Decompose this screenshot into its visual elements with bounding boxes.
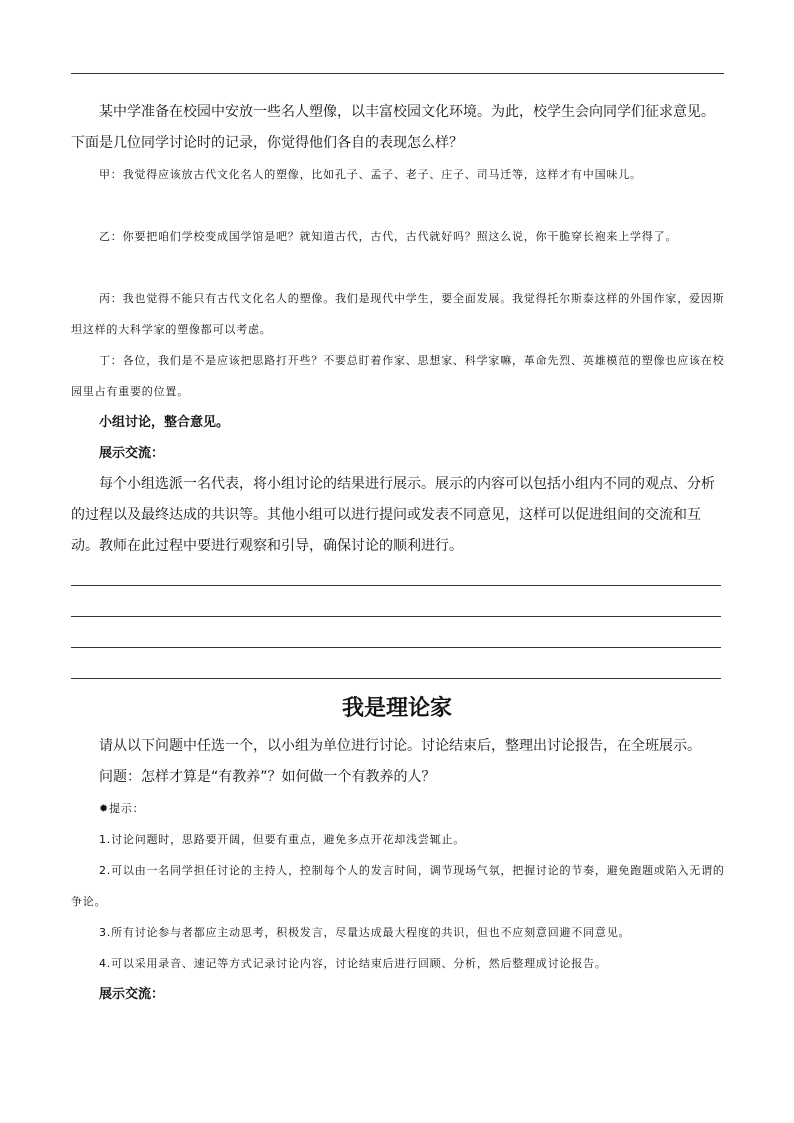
speaker-jia-statement: 甲：我觉得应该放古代文化名人的塑像，比如孔子、孟子、老子、庄子、司马迁等，这样才有中国味儿。 [99, 168, 642, 181]
discussion-question: 问题：怎样才算是“有教养”？如何做一个有教养的人？ [99, 769, 436, 785]
display-exchange-text: 每个小组选派一名代表，将小组讨论的结果进行展示。展示的内容可以包括小组内不同的观点、分析的过程以及最终达成的共识等。其他小组可以进行提问或发表不同意见，这样可以促进组间的交流和互动。教师在此过程中要进行观察和引导，确保讨论的顺利进行。 [71, 476, 715, 554]
tip-item-2: 2.可以由一名同学担任讨论的主持人，控制每个人的发言时间，调节现场气氛，把握讨论的节奏，避免跑题或陷入无谓的争论。 [71, 864, 725, 908]
answer-line-1 [71, 585, 721, 586]
tip-item-3: 3.所有讨论参与者都应主动思考，积极发言，尽量达成最大程度的共识，但也不应刻意回避不同意见。 [99, 926, 631, 939]
display-exchange-heading-2: 展示交流： [99, 987, 165, 1002]
answer-line-4 [71, 678, 721, 679]
display-exchange-heading-1: 展示交流： [99, 446, 165, 461]
speaker-yi-statement: 乙：你要把咱们学校变成国学馆是吧？就知道古代，古代，古代就好吗？照这么说，你干脆穿长袍来上学得了。 [99, 230, 678, 243]
group-discussion-heading: 小组讨论，整合意见。 [99, 415, 230, 430]
answer-line-2 [71, 616, 721, 617]
speaker-bing-statement: 丙：我也觉得不能只有古代文化名人的塑像。我们是现代中学生，要全面发展。我觉得托尔斯泰这样的外国作家，爱因斯坦这样的大科学家的塑像都可以考虑。 [71, 292, 725, 336]
header-rule [71, 73, 724, 74]
section-title: 我是理论家 [341, 696, 452, 721]
section-instruction: 请从以下问题中任选一个，以小组为单位进行讨论。讨论结束后，整理出讨论报告，在全班展示。 [99, 738, 701, 754]
speaker-ding-statement: 丁：各位，我们是不是应该把思路打开些？不要总盯着作家、思想家、科学家嘛，革命先烈、英雄模范的塑像也应该在校园里占有重要的位置。 [71, 354, 725, 398]
tip-item-4: 4.可以采用录音、速记等方式记录讨论内容，讨论结束后进行回顾、分析，然后整理成讨论报告。 [99, 957, 607, 970]
tip-item-1: 1.讨论问题时，思路要开阔，但要有重点，避免多点开花却浅尝辄止。 [99, 833, 466, 846]
answer-line-3 [71, 647, 721, 648]
tips-heading: ✹提示： [99, 802, 145, 815]
intro-paragraph: 某中学准备在校园中安放一些名人塑像，以丰富校园文化环境。为此，校学生会向同学们征求意见。下面是几位同学讨论时的记录，你觉得他们各自的表现怎么样？ [71, 104, 715, 151]
